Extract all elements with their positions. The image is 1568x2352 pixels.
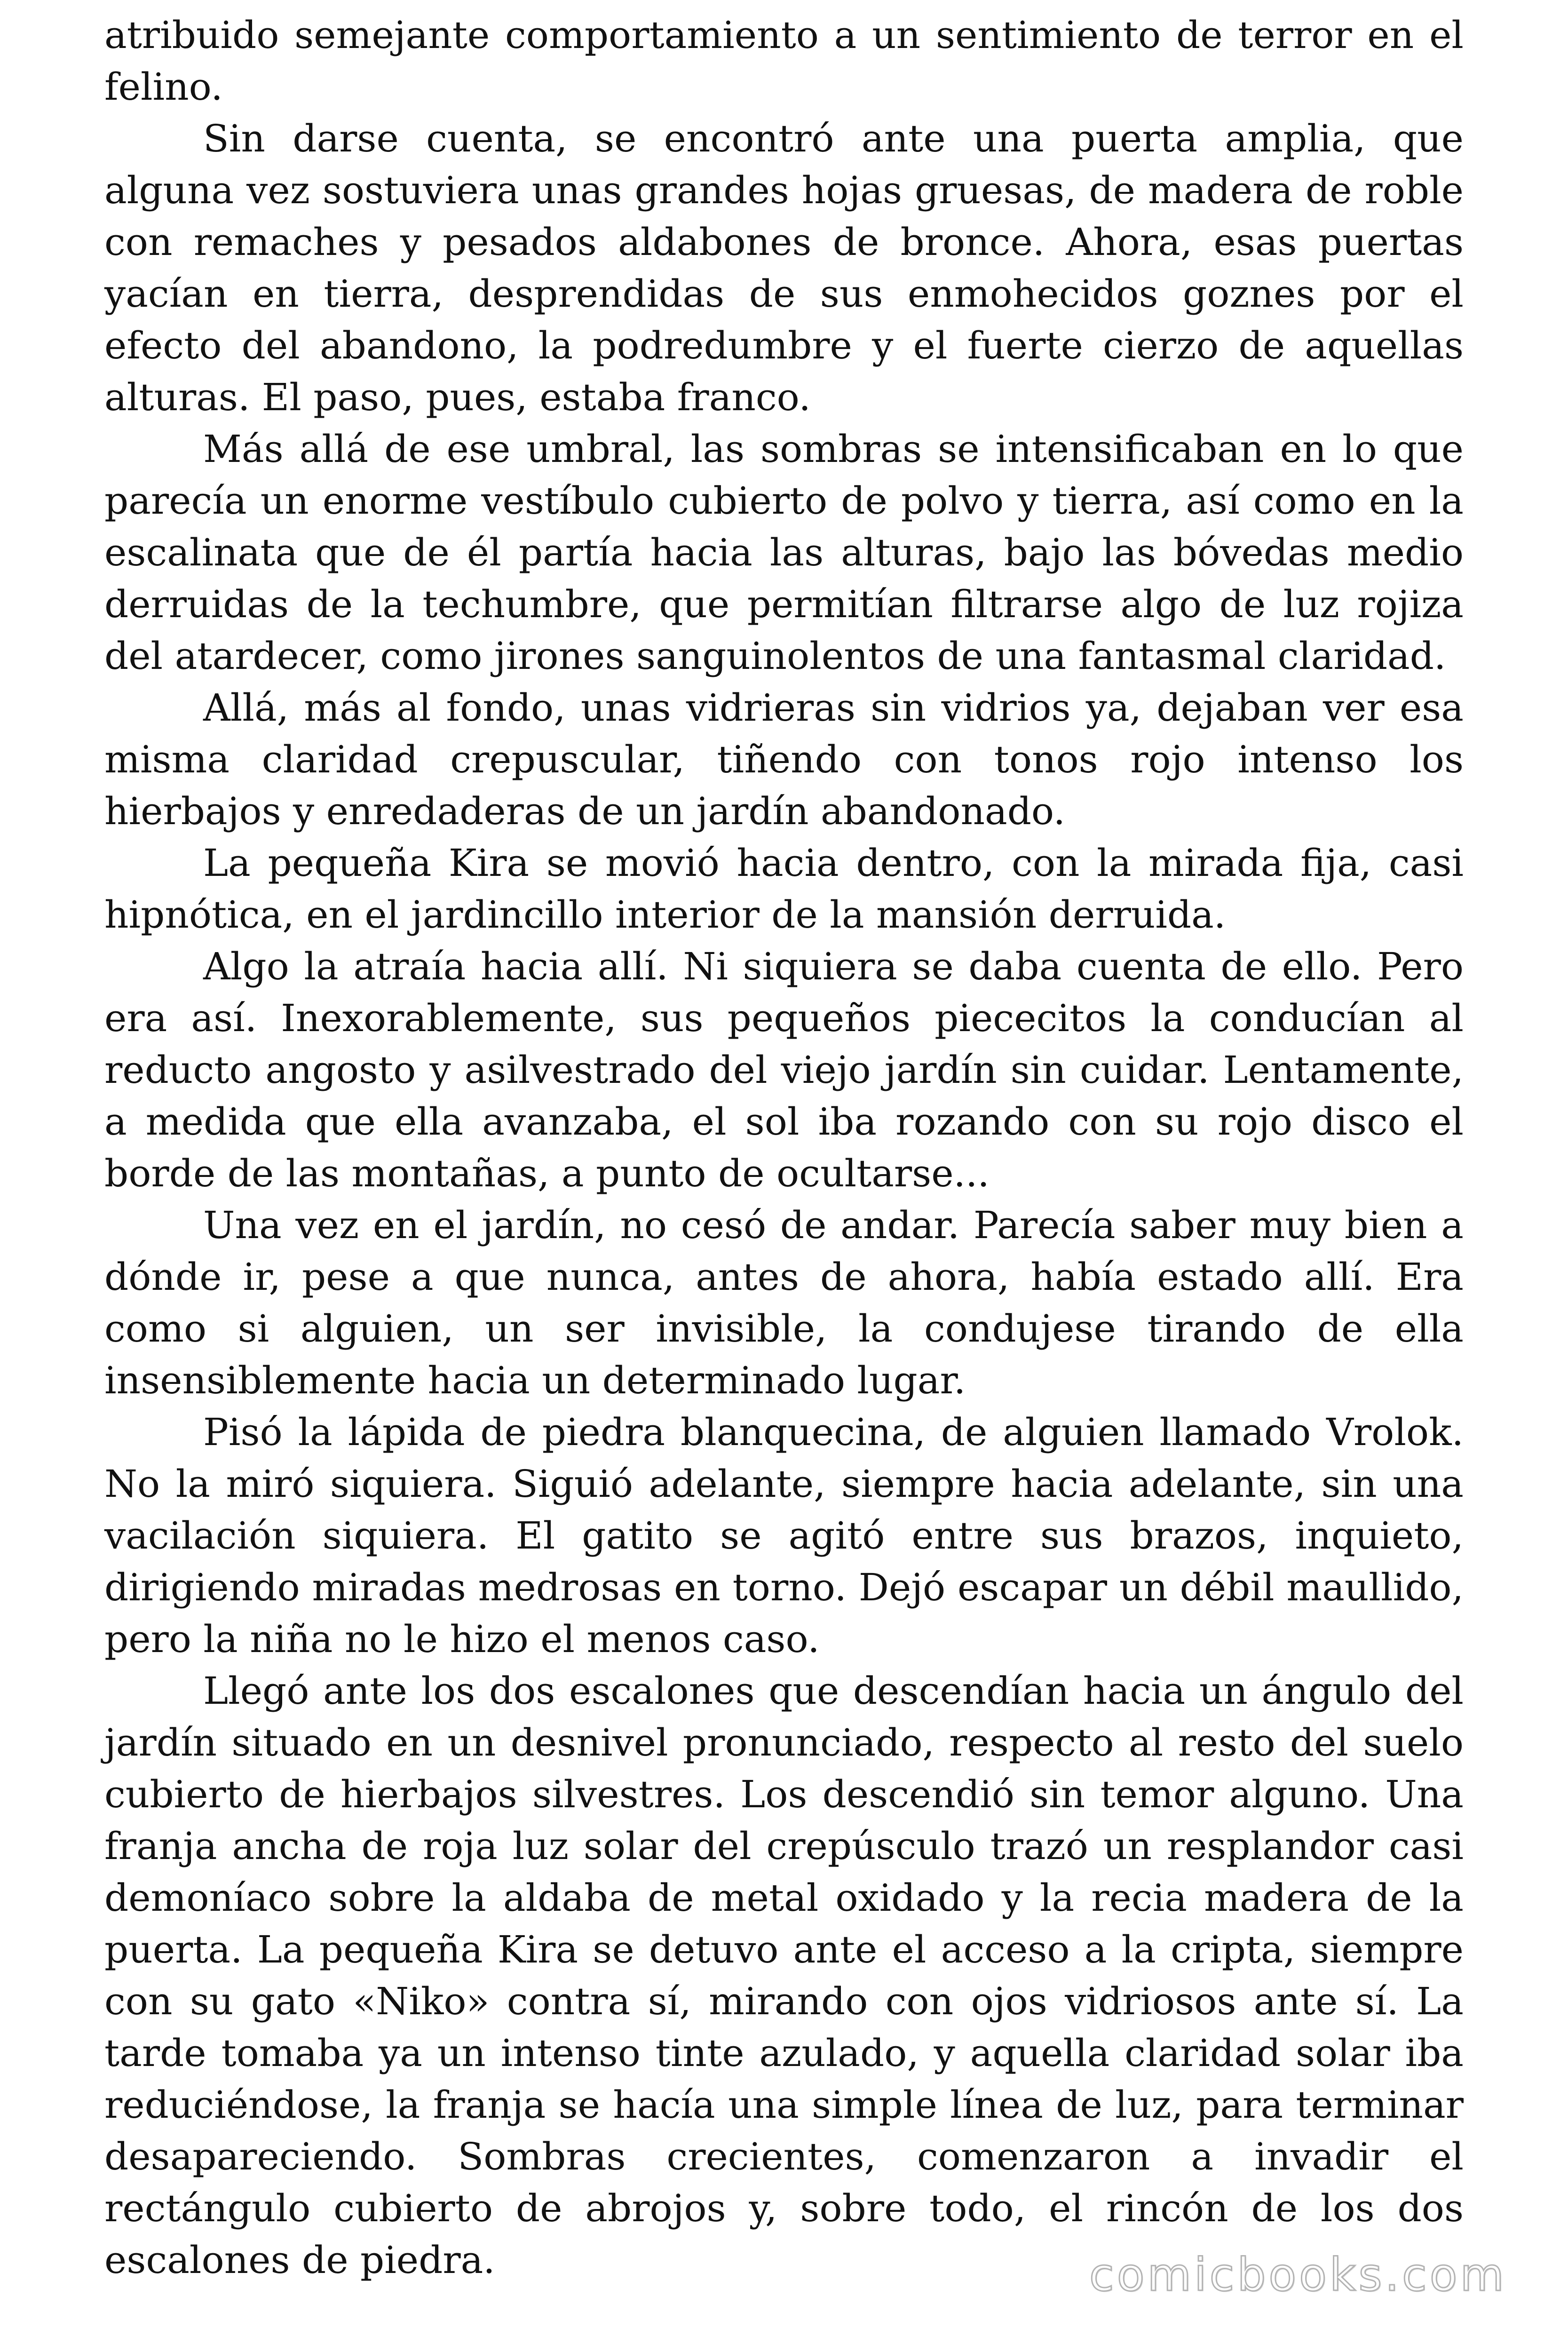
paragraph: Allá, más al fondo, unas vidrieras sin vidrios ya, dejaban ver esa misma claridad crepuscular, tiñendo con tonos rojo intenso los hierbajos y enredaderas de un jardín abandonado. [104, 686, 1464, 833]
paragraph: Llegó ante los dos escalones que descendían hacia un ángulo del jardín situado en un desnivel pronunciado, respecto al resto del suelo cubierto de hierbajos silvestres. Los descendió sin temor alguno. Una franja ancha de roja luz solar del crepúsculo trazó un resplandor casi demoníaco sobre la aldaba de metal oxidado y la recia madera de la puerta. La pequeña Kira se detuvo ante el acceso a la cripta, siempre con su gato «Niko» contra sí, mirando con ojos vidriosos ante sí. La tarde tomaba ya un intenso tinte azulado, y aquella claridad solar iba reduciéndose, la franja se hacía una simple línea de luz, para terminar desapareciendo. Sombras crecientes, comenzaron a invadir el rectángulo cubierto de abrojos y, sobre todo, el rincón de los dos escalones de piedra. [104, 1669, 1464, 2282]
paragraph: Más allá de ese umbral, las sombras se intensificaban en lo que parecía un enorme vestíbulo cubierto de polvo y tierra, así como en la escalinata que de él partía hacia las alturas, bajo las bóvedas medio derruidas de la techumbre, que permitían filtrarse algo de luz rojiza del atardecer, como jirones sanguinolentos de una fantasmal claridad. [104, 427, 1464, 678]
paragraph: Pisó la lápida de piedra blanquecina, de alguien llamado Vrolok. No la miró siquiera. Siguió adelante, siempre hacia adelante, sin una vacilación siquiera. El gatito se agitó entre sus brazos, inquieto, dirigiendo miradas medrosas en torno. Dejó escapar un débil maullido, pero la niña no le hizo el menos caso. [104, 1410, 1464, 1661]
paragraph: La pequeña Kira se movió hacia dentro, con la mirada fija, casi hipnótica, en el jardincillo interior de la mansión derruida. [104, 841, 1464, 937]
paragraph-continuation: atribuido semejante comportamiento a un sentimiento de terror en el felino. [104, 13, 1464, 109]
paragraph: Algo la atraía hacia allí. Ni siquiera se daba cuenta de ello. Pero era así. Inexorablemente, sus pequeños piececitos la conducían al reducto angosto y asilvestrado del viejo jardín sin cuidar. Lentamente, a medida que ella avanzaba, el sol iba rozando con su rojo disco el borde de las montañas, a punto de ocultarse... [104, 945, 1464, 1195]
paragraph: Una vez en el jardín, no cesó de andar. Parecía saber muy bien a dónde ir, pese a que nunca, antes de ahora, había estado allí. Era como si alguien, un ser invisible, la condujese tirando de ella insensiblemente hacia un determinado lugar. [104, 1203, 1464, 1402]
body-text [104, 9, 1464, 2286]
paragraph: Sin darse cuenta, se encontró ante una puerta amplia, que alguna vez sostuviera unas grandes hojas gruesas, de madera de roble con remaches y pesados aldabones de bronce. Ahora, esas puertas yacían en tierra, desprendidas de sus enmohecidos goznes por el efecto del abandono, la podredumbre y el fuerte cierzo de aquellas alturas. El paso, pues, estaba franco. [104, 117, 1464, 419]
watermark: comicbooks.com [1089, 2249, 1507, 2301]
